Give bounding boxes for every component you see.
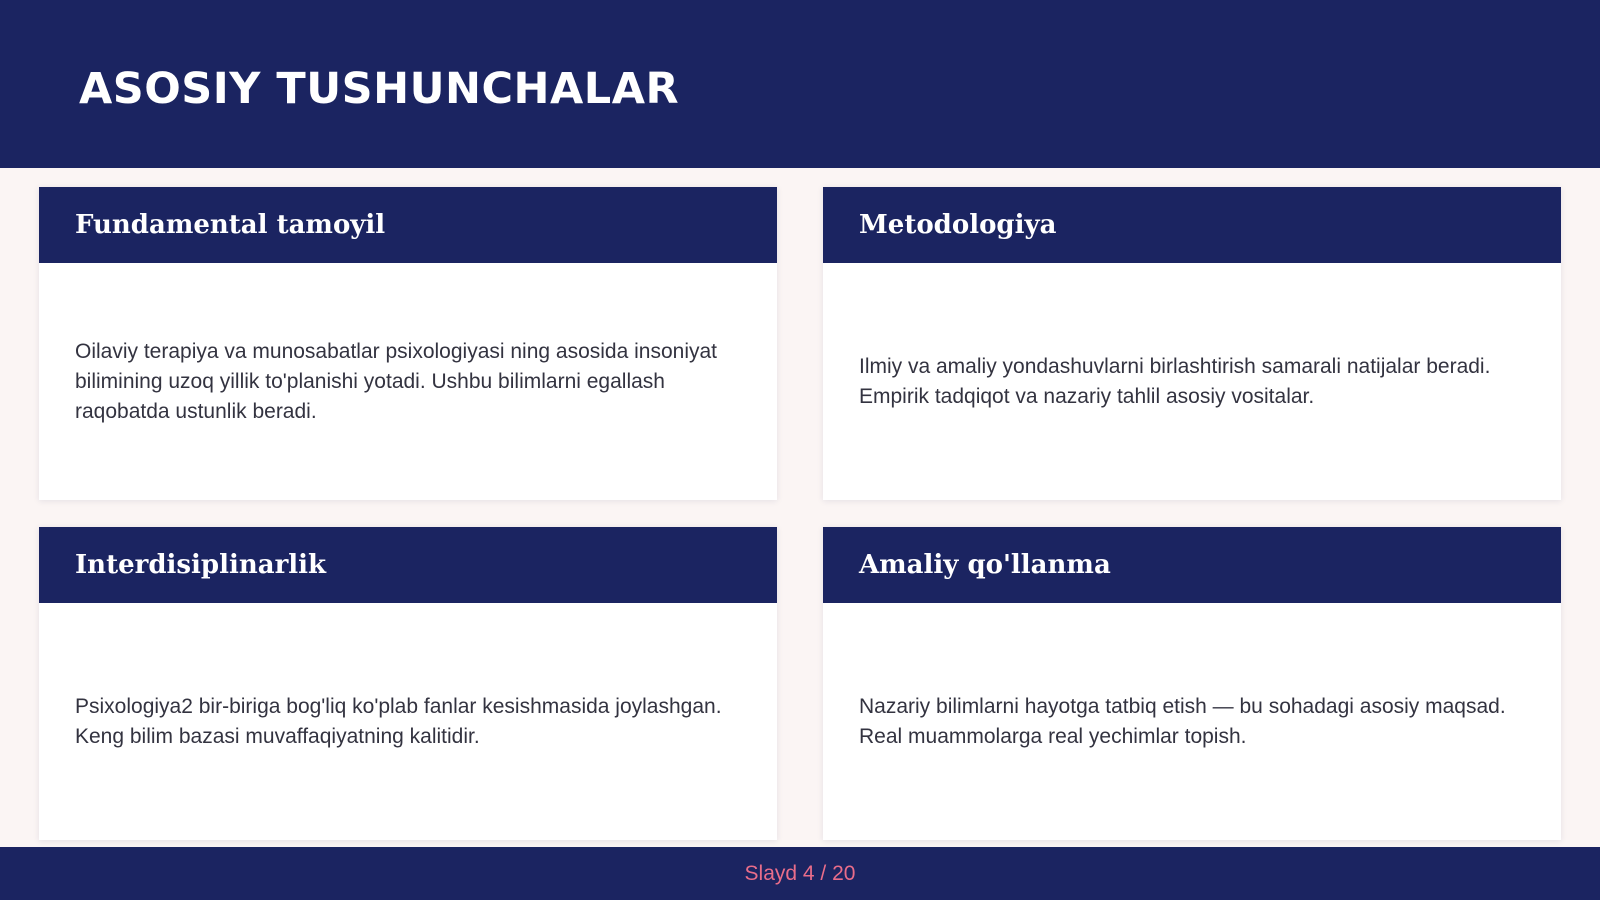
- card-body: [39, 603, 777, 840]
- card-header: [39, 527, 777, 603]
- card-body: [823, 603, 1561, 840]
- slide-title: ASOSIY TUSHUNCHALAR: [79, 64, 680, 114]
- card-title: Interdisiplinarlik: [75, 550, 327, 580]
- card-body: [823, 263, 1561, 500]
- card-text: Nazariy bilimlarni hayotga tatbiq etish — bu sohadagi asosiy maqsad. Real muammolarga real yechimlar topish.: [859, 694, 1506, 748]
- card-text: Oilaviy terapiya va munosabatlar psixologiyasi ning asosida insoniyat bilimining uzoq yillik to'planishi yotadi. Ushbu bilimlarni egallash raqobatda ustunlik beradi.: [75, 339, 718, 423]
- card-interdisiplinarlik: [39, 527, 777, 840]
- slide-header: [0, 0, 1600, 168]
- card-metodologiya: [823, 187, 1561, 500]
- card-amaliy-qollanma: [823, 527, 1561, 840]
- slide-counter: Slayd 4 / 20: [744, 861, 856, 885]
- card-fundamental-tamoyil: [39, 187, 777, 500]
- card-header: [823, 527, 1561, 603]
- card-header: [823, 187, 1561, 263]
- slide-footer: [0, 847, 1600, 900]
- card-title: Amaliy qo'llanma: [859, 550, 1111, 580]
- card-header: [39, 187, 777, 263]
- card-title: Fundamental tamoyil: [75, 210, 386, 240]
- card-body: [39, 263, 777, 500]
- card-text: Ilmiy va amaliy yondashuvlarni birlashtirish samarali natijalar beradi. Empirik tadqiqot va nazariy tahlil asosiy vositalar.: [859, 354, 1491, 408]
- card-title: Metodologiya: [859, 210, 1057, 240]
- card-text: Psixologiya2 bir-biriga bog'liq ko'plab fanlar kesishmasida joylashgan. Keng bilim bazasi muvaffaqiyatning kalitidir.: [75, 694, 722, 748]
